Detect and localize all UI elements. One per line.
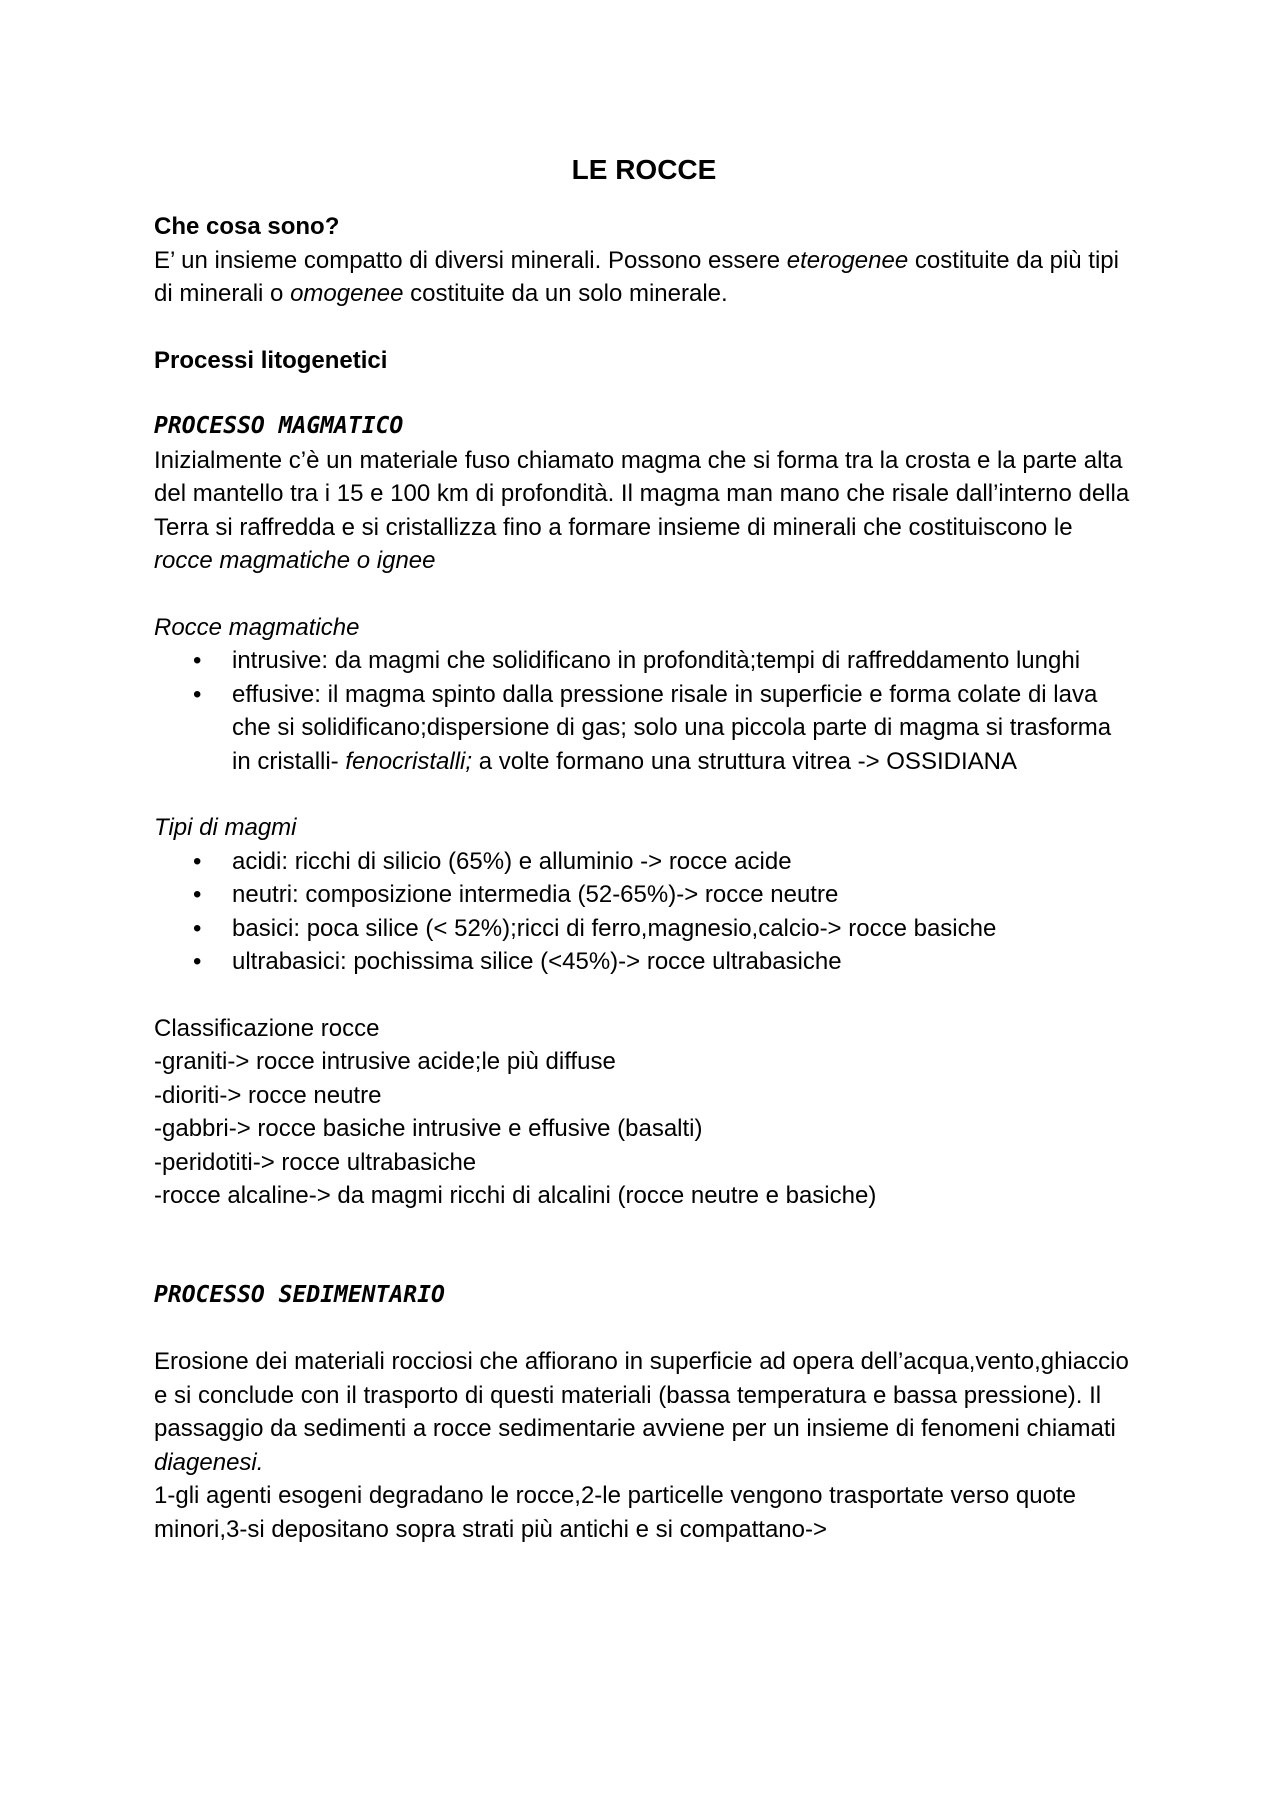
spacer <box>154 311 1134 344</box>
classificazione-line: -peridotiti-> rocce ultrabasiche <box>154 1148 477 1176</box>
classificazione-line: -rocce alcaline-> da magmi ricchi di alcalini (rocce neutre e basiche) <box>154 1182 877 1209</box>
sedimentario-heading: PROCESSO SEDIMENTARIO <box>154 1281 445 1308</box>
spacer <box>154 578 1134 611</box>
list-item-intrusive: • intrusive: da magmi che solidificano in profondità;tempi di raffreddamento lunghi <box>154 644 1134 678</box>
list-item-effusive <box>154 678 1134 779</box>
effusive-text-b: a volte formano una struttura vitrea -> OSSIDIANA <box>472 747 1017 775</box>
litogenesi-heading: Processi litogenetici <box>154 346 388 374</box>
page-title: LE ROCCE <box>571 154 717 185</box>
magmatico-paragraph <box>154 444 1134 578</box>
rocce-magmatiche-label: Rocce magmatiche <box>154 613 360 641</box>
intro-em-omogenee: omogenee <box>290 280 404 307</box>
sedimentario-paragraph <box>154 1345 1134 1479</box>
tipi-magmi-label: Tipi di magmi <box>154 814 297 841</box>
intro-text-c: costituite da un solo minerale. <box>403 280 728 307</box>
intro-em-eterogenee: eterogenee <box>786 246 909 274</box>
classificazione-heading: Classificazione rocce <box>154 1014 380 1042</box>
list-item-ultrabasici: • ultrabasici: pochissima silice (<45%)-> rocce ultrabasiche <box>154 945 1134 979</box>
spacer <box>154 979 1134 1012</box>
classificazione-line: -dioriti-> rocce neutre <box>154 1081 382 1109</box>
spacer <box>154 778 1134 811</box>
tipi-magmi-heading <box>154 811 1134 845</box>
rocce-magmatiche-list <box>154 644 1134 778</box>
magmatico-em: rocce magmatiche o ignee <box>154 547 436 574</box>
tipi-magmi-list <box>154 845 1134 979</box>
spacer <box>154 377 1134 410</box>
list-item-neutri: • neutri: composizione intermedia (52-65%)-> rocce neutre <box>154 878 1134 912</box>
list-item-basici: • basici: poca silice (< 52%);ricci di ferro,magnesio,calcio-> rocce basiche <box>154 912 1134 946</box>
magmatico-text: Inizialmente c’è un materiale fuso chiamato magma che si forma tra la crosta e la parte alta del mantello tra i 15 e 100 km di profondità. Il magma man mano che risale dall’interno della Terra si raffredda e si cristallizza fino a formare insieme di minerali che costituiscono le <box>154 446 1130 541</box>
intro-text-b: costituite da più tipi di minerali o <box>154 246 1119 307</box>
sedimentario-steps: 1-gli agenti esogeni degradano le rocce,2-le particelle vengono trasportate verso quote minori,3-si depositano sopra strati più antichi e si compattano-> <box>154 1482 1076 1543</box>
intro-heading: Che cosa sono? <box>154 213 340 240</box>
classificazione-line: -gabbri-> rocce basiche intrusive e effusive (basalti) <box>154 1115 703 1142</box>
sedimentario-text-a: Erosione dei materiali rocciosi che affiorano in superficie ad opera dell’acqua,vento,ghiaccio e si conclude con il trasporto di questi materiali (bassa temperatura e bassa pressione). Il passaggio da sedimenti a rocce sedimentarie avviene per un insieme di fenomeni chiamati <box>154 1348 1129 1442</box>
magmatico-heading: PROCESSO MAGMATICO <box>154 413 404 439</box>
list-item-acidi: • acidi: ricchi di silicio (65%) e alluminio -> rocce acide <box>154 845 1134 879</box>
document-page <box>154 150 1134 1546</box>
classificazione-line: -graniti-> rocce intrusive acide;le più diffuse <box>154 1048 616 1075</box>
sedimentario-em: diagenesi. <box>154 1448 264 1476</box>
rocce-magmatiche-heading <box>154 611 1134 645</box>
spacer <box>154 1312 1134 1345</box>
intro-text-a: E’ un insieme compatto di diversi minerali. Possono essere <box>154 246 787 274</box>
effusive-text-a: effusive: il magma spinto dalla pressione risale in superficie e forma colate di lava che si solidificano;dispersione di gas; solo una piccola parte di magma si trasforma in cristalli- <box>232 680 1112 775</box>
intro-paragraph <box>154 244 1134 311</box>
effusive-em: fenocristalli; <box>345 747 473 775</box>
spacer <box>154 1213 1134 1246</box>
spacer <box>154 1246 1134 1279</box>
